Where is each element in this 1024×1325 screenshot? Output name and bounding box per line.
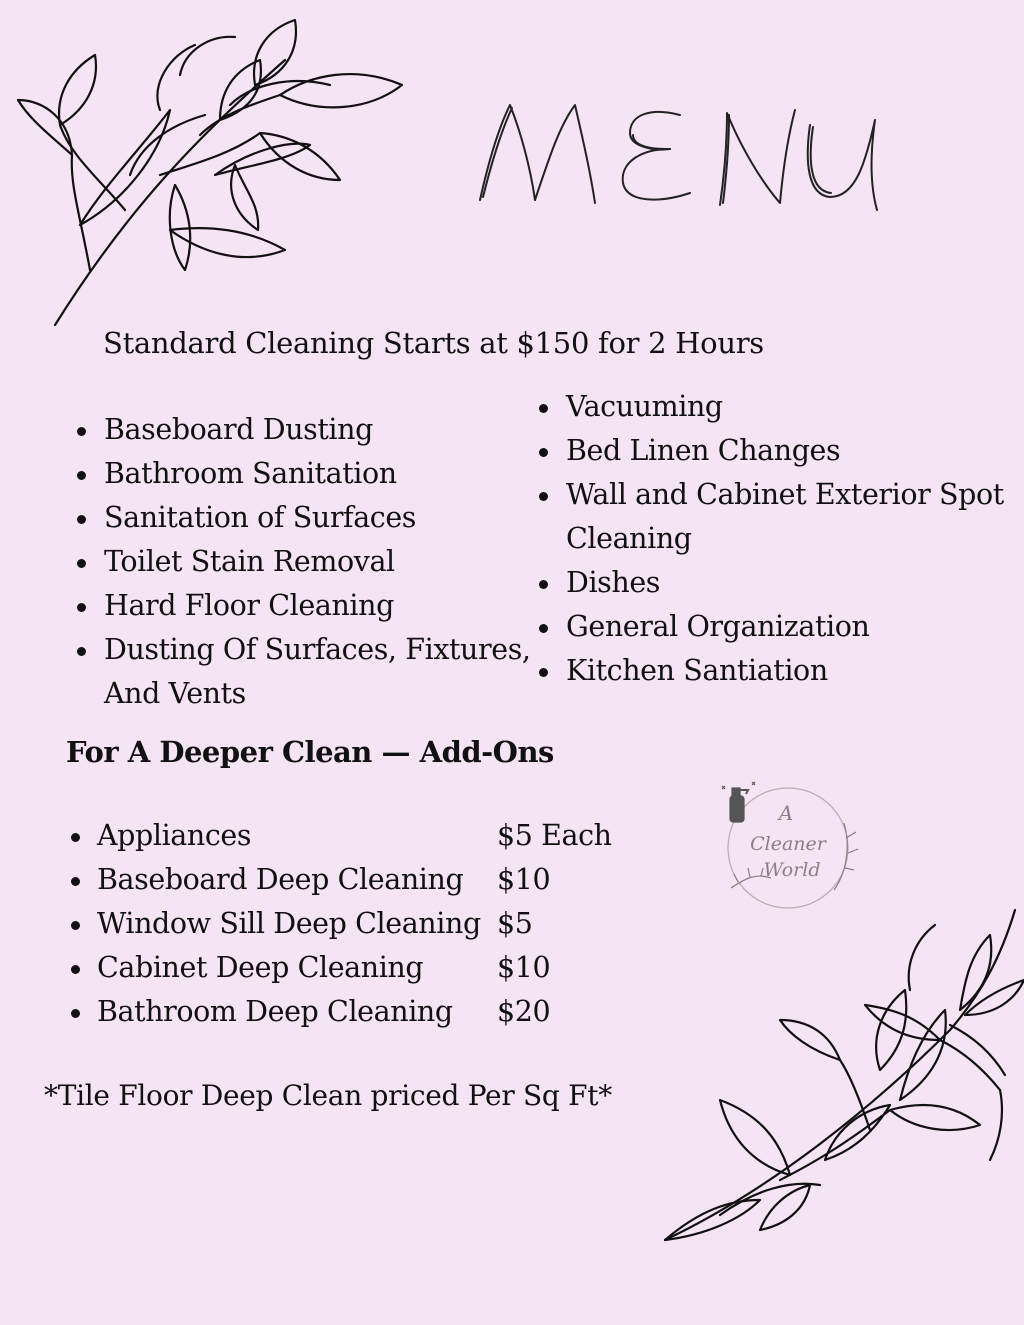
addon-item xyxy=(97,858,637,902)
list-item: Baseboard Dusting xyxy=(104,408,534,452)
leaf-branch-icon xyxy=(660,900,1024,1260)
list-item: Dishes xyxy=(566,561,1016,605)
addon-name: Appliances xyxy=(97,819,252,852)
list-item: Toilet Stain Removal xyxy=(104,540,534,584)
svg-text:World: World xyxy=(763,859,821,881)
addon-name: Window Sill Deep Cleaning xyxy=(97,907,481,940)
list-item: Dusting Of Surfaces, Fixtures, And Vents xyxy=(104,628,534,716)
addon-price: $10 xyxy=(497,951,551,984)
footnote: *Tile Floor Deep Clean priced Per Sq Ft* xyxy=(44,1079,612,1112)
addon-item xyxy=(97,990,637,1034)
svg-text:A: A xyxy=(778,801,794,825)
addon-price: $5 xyxy=(497,907,533,940)
addons-heading: For A Deeper Clean — Add-Ons xyxy=(66,735,554,769)
standard-list-right xyxy=(566,385,1016,693)
list-item: Bathroom Sanitation xyxy=(104,452,534,496)
addon-price: $10 xyxy=(497,863,551,896)
list-item: Kitchen Santiation xyxy=(566,649,1016,693)
standard-cleaning-heading: Standard Cleaning Starts at $150 for 2 Hours xyxy=(103,326,764,360)
list-item: Sanitation of Surfaces xyxy=(104,496,534,540)
list-item: Bed Linen Changes xyxy=(566,429,1016,473)
addons-list xyxy=(97,814,637,1034)
addon-name: Baseboard Deep Cleaning xyxy=(97,863,464,896)
addon-item xyxy=(97,946,637,990)
addon-item xyxy=(97,814,637,858)
brand-logo xyxy=(716,778,871,913)
title-lettering xyxy=(465,85,895,225)
standard-list-left xyxy=(104,408,534,716)
list-item: Wall and Cabinet Exterior Spot Cleaning xyxy=(566,473,1016,561)
list-item: Hard Floor Cleaning xyxy=(104,584,534,628)
addon-name: Cabinet Deep Cleaning xyxy=(97,951,424,984)
addon-price: $5 Each xyxy=(497,819,612,852)
addon-item xyxy=(97,902,637,946)
svg-text:Cleaner: Cleaner xyxy=(750,833,826,855)
page-title xyxy=(465,85,895,225)
leaf-branch-icon xyxy=(10,15,410,335)
list-item: Vacuuming xyxy=(566,385,1016,429)
addon-name: Bathroom Deep Cleaning xyxy=(97,995,453,1028)
addon-price: $20 xyxy=(497,995,551,1028)
list-item: General Organization xyxy=(566,605,1016,649)
